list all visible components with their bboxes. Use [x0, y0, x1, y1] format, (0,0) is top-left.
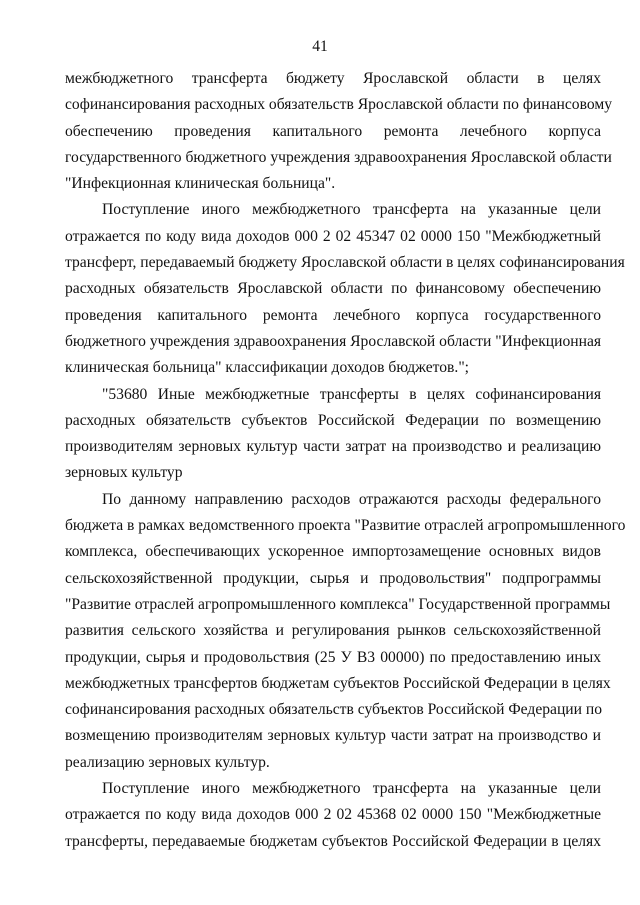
- page-number: 41: [312, 38, 328, 55]
- text-line: Поступление иного межбюджетного трансферта на указанные цели: [102, 780, 601, 798]
- text-line: проведения капитального ремонта лечебного корпуса государственного: [65, 306, 601, 324]
- text-line: зерновых культур: [65, 464, 183, 482]
- text-line: бюджета в рамках ведомственного проекта "Развитие отраслей агропромышленного: [65, 517, 626, 535]
- text-line: трансферт, передаваемый бюджету Ярославской области в целях софинансирования: [65, 254, 625, 272]
- text-line: трансферты, передаваемые бюджетам субъектов Российской Федерации в целях: [65, 832, 601, 850]
- text-line: сельскохозяйственной продукции, сырья и продовольствия" подпрограммы: [65, 569, 601, 587]
- text-line: По данному направлению расходов отражаются расходы федерального: [102, 490, 601, 508]
- paragraph-expense-direction: [65, 487, 626, 776]
- text-line: государственного бюджетного учреждения здравоохранения Ярославской области: [65, 148, 612, 166]
- paragraph-income-code-45368: [65, 776, 601, 855]
- text-line: бюджетного учреждения здравоохранения Ярославской области "Инфекционная: [65, 332, 602, 350]
- text-line: возмещению производителям зерновых культур части затрат на производство и: [65, 727, 601, 745]
- text-line: "53680 Иные межбюджетные трансферты в целях софинансирования: [102, 385, 601, 403]
- text-line: обеспечению проведения капитального ремонта лечебного корпуса: [65, 122, 601, 140]
- paragraph-transfer-yaroslavl-continued: [65, 66, 613, 197]
- text-line: софинансирования расходных обязательств субъектов Российской Федерации по: [65, 701, 603, 719]
- text-line: развития сельского хозяйства и регулирования рынков сельскохозяйственной: [65, 622, 601, 640]
- text-line: реализацию зерновых культур.: [65, 753, 270, 771]
- text-line: клиническая больница" классификации доходов бюджетов.";: [65, 359, 470, 377]
- text-line: софинансирования расходных обязательств Ярославской области по финансовому: [65, 96, 613, 114]
- text-line: продукции, сырья и продовольствия (25 У В3 00000) по предоставлению иных: [65, 648, 601, 666]
- text-line: "Развитие отраслей агропромышленного комплекса" Государственной программы: [65, 595, 611, 613]
- text-line: отражается по коду вида доходов 000 2 02 45347 02 0000 150 "Межбюджетный: [65, 227, 601, 245]
- document-body: [65, 66, 626, 855]
- text-line: производителям зерновых культур части затрат на производство и реализацию: [65, 438, 601, 456]
- text-line: межбюджетных трансфертов бюджетам субъектов Российской Федерации в целях: [65, 674, 611, 692]
- text-line: отражается по коду вида доходов 000 2 02 45368 02 0000 150 "Межбюджетные: [65, 806, 601, 824]
- text-line: межбюджетного трансферта бюджету Ярославской области в целях: [65, 70, 601, 87]
- text-line: "Инфекционная клиническая больница".: [65, 175, 336, 193]
- text-line: Поступление иного межбюджетного трансферта на указанные цели: [102, 201, 601, 219]
- paragraph-53680-heading: [65, 382, 601, 487]
- text-line: комплекса, обеспечивающих ускоренное импортозамещение основных видов: [65, 543, 601, 561]
- paragraph-income-code-45347: [65, 197, 625, 381]
- text-line: расходных обязательств Ярославской области по финансовому обеспечению: [65, 280, 601, 298]
- text-line: расходных обязательств субъектов Российской Федерации по возмещению: [65, 411, 601, 429]
